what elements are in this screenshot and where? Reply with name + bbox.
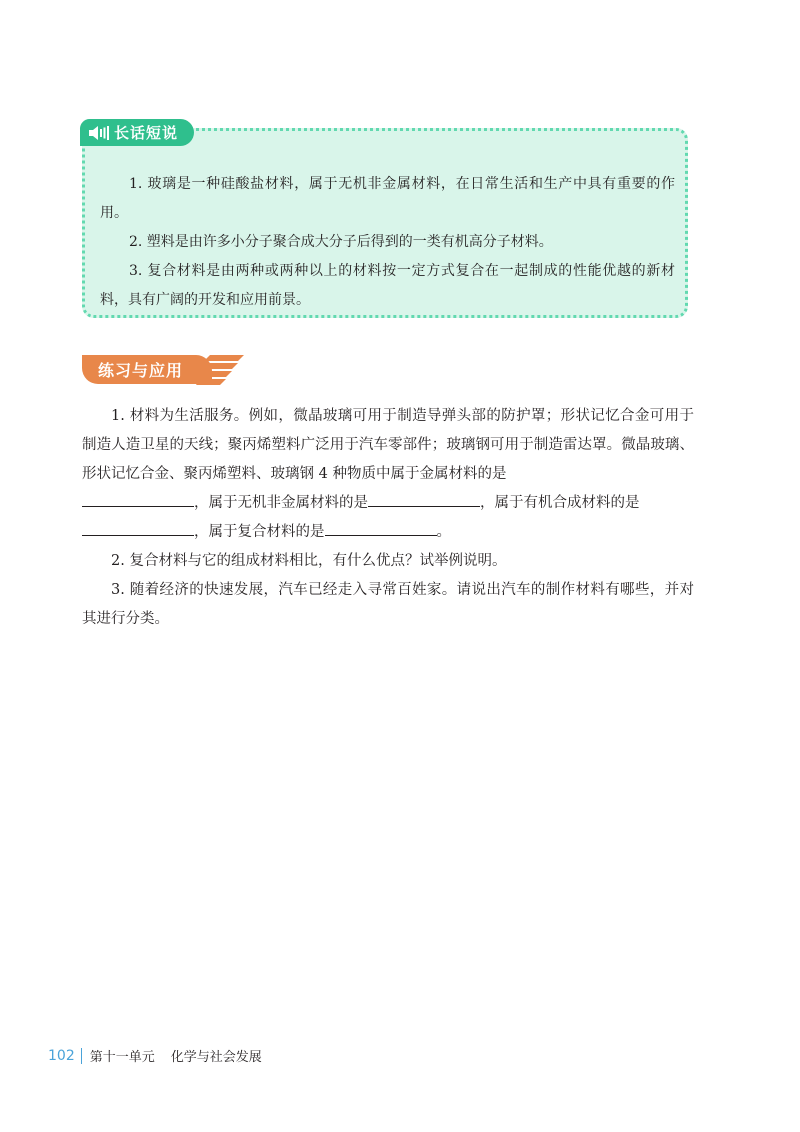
chapter-name: 化学与社会发展 — [170, 1050, 262, 1065]
page-footer — [48, 1046, 262, 1065]
question-1 — [82, 402, 694, 547]
answer-blank-composite[interactable] — [325, 519, 437, 536]
summary-title: 长话短说 — [114, 124, 179, 142]
question-2: 2. 复合材料与它的组成材料相比，有什么优点？试举例说明。 — [111, 553, 507, 569]
exercise-title: 练习与应用 — [98, 361, 184, 380]
summary-header — [80, 119, 194, 146]
question-1-end: 。 — [436, 524, 451, 540]
question-1-part2: ，属于无机非金属材料的是 — [194, 495, 368, 511]
unit-name: 第十一单元 — [89, 1050, 155, 1065]
answer-blank-inorganic[interactable] — [368, 490, 480, 507]
stripe-decoration-icon — [196, 355, 244, 385]
question-1-part3: ，属于有机合成材料的是 — [480, 495, 640, 511]
question-1-intro: 1. 材料为生活服务。例如，微晶玻璃可用于制造导弹头部的防护罩；形状记忆合金可用于制造人造卫星的天线；聚丙烯塑料广泛用于汽车零部件；玻璃钢可用于制造雷达罩。微晶玻璃、形状记忆合金、聚丙烯塑料、玻璃钢 4 种物质中属于金属材料的是 — [82, 408, 694, 482]
exercise-header — [82, 355, 212, 384]
summary-item: 1. 玻璃是一种硅酸盐材料，属于无机非金属材料，在日常生活和生产中具有重要的作用。 — [100, 176, 675, 221]
footer-divider — [81, 1048, 82, 1064]
summary-item: 3. 复合材料是由两种或两种以上的材料按一定方式复合在一起制成的性能优越的新材料，具有广阔的开发和应用前景。 — [100, 263, 675, 308]
page-number: 102 — [48, 1047, 75, 1064]
question-1-part4: ，属于复合材料的是 — [194, 524, 325, 540]
answer-blank-organic[interactable] — [82, 519, 194, 536]
summary-content — [100, 170, 675, 315]
answer-blank-metal[interactable] — [82, 490, 194, 507]
question-3: 3. 随着经济的快速发展，汽车已经走入寻常百姓家。请说出汽车的制作材料有哪些，并对其进行分类。 — [82, 582, 694, 627]
exercise-content — [82, 402, 694, 634]
speaker-icon — [88, 125, 110, 141]
summary-item: 2. 塑料是由许多小分子聚合成大分子后得到的一类有机高分子材料。 — [129, 234, 553, 250]
